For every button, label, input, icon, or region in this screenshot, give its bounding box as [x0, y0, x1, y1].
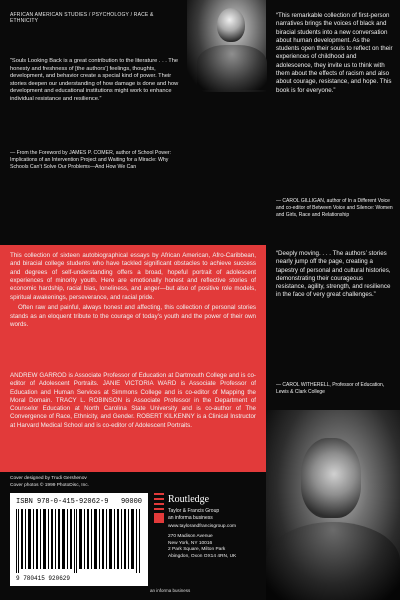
barcode-graphic — [16, 509, 142, 573]
foreword-quote: “Souls Looking Back is a great contribution to the literature . . . The honesty and freshness of [the authors’] feelings, thoughts, development, and behavior create a special kind of power. Their stories deepen our understanding of how damage is done and how development and educational institutions might work to enhance individual resistance and resilience.” — [10, 58, 179, 102]
barcode-box — [10, 493, 148, 586]
publisher-website: www.taylorandfrancisgroup.com — [168, 524, 236, 529]
isbn-number: ISBN 978-0-415-92062-9 — [16, 498, 109, 506]
photo-shoulder-shape — [266, 522, 400, 600]
publisher-name: Routledge — [168, 494, 210, 505]
cover-credits — [10, 476, 180, 489]
photo-head-shape — [217, 8, 245, 42]
gilligan-quote: “This remarkable collection of first-person narratives brings the voices of black and biracial students into a new conversation about human development. As the students open their souls to reflect on their experiences of childhood and adolescence, they invite us to think with them about the effects of racism and also about courage, resistance, and hope. This book is for everyone.” — [276, 12, 393, 94]
routledge-logo-icon — [154, 493, 164, 523]
publisher-group: Taylor & Francis Group — [168, 508, 220, 514]
photo-arm-shape — [197, 45, 267, 90]
photo-face-shape — [301, 438, 361, 518]
editor-bios: ANDREW GARROD is Associate Professor of Education at Dartmouth College and is co-editor of Adolescent Portraits. JANIE VICTORIA WARD is Associate Professor of Education and Human Services at Simmons College and is co-editor of Mapping the Moral Domain. TRACY L. ROBINSON is Associate Professor in the Department of Counselor Education at North Carolina State University and is co-author of The Convergence of Race, Ethnicity, and Gender. ROBERT KILKENNY is a Clinical Instructor at Harvard Medical School and is co-editor of Adolescent Portraits. — [10, 372, 256, 429]
informa-footer: an informa business — [150, 588, 191, 593]
publisher-tagline: an informa business — [168, 514, 213, 521]
foreword-attribution: — From the Foreword by JAMES P. COMER, author of School Power: Implications of an Intervention Project and Waiting for a Miracle: Why Schools Can’t Solve Our Problems—And How We Can — [10, 150, 172, 171]
description-paragraph-2: Often raw and painful, always honest and affecting, this collection of personal stories stands as an eloquent tribute to the courage of today’s youth and the power of their own words. — [10, 304, 256, 328]
gilligan-attribution: — CAROL GILLIGAN, author of In a Different Voice and co-editor of Between Voice and Silence: Women and Girls, Race and Relationship — [276, 198, 393, 218]
address-uk: 2 Park Square, Milton Park Abingdon, Oxon OX14 4RN, UK — [168, 547, 237, 560]
publisher-address — [168, 534, 263, 561]
cover-photo-bottom — [266, 410, 400, 600]
isbn-label — [16, 498, 142, 506]
description-paragraph-1: This collection of sixteen autobiographical essays by African American, Afro-Caribbean, and biracial college students who have tackled significant obstacles to achieve success and degrees of self-understanding offers a broad, hopeful portrait of adolescent experiences of minority youth. Here are emotionally honest and reflective stories of economic hardship, racial bias, loneliness, and anger—but also of positive role models, spiritual awakenings, perseverance, and racial pride. — [10, 252, 256, 301]
book-description — [10, 252, 256, 331]
credit-design: Cover designed by Trudi Gershenov — [10, 476, 87, 481]
cover-photo-top — [187, 0, 267, 92]
subject-categories: AFRICAN AMERICAN STUDIES / PSYCHOLOGY / RACE & ETHNICITY — [10, 12, 154, 24]
witherell-attribution: — CAROL WITHERELL, Professor of Education, Lewis & Clark College — [276, 382, 385, 395]
witherell-quote: “Deeply moving. . . . The authors’ stories nearly jump off the page, creating a tapestry of personal and cultural histories, demonstrating their courageous resistance, agility, strength, and resilience in the face of very great challenges.” — [276, 250, 391, 299]
address-us: 270 Madison Avenue New York, NY 10016 — [168, 534, 213, 546]
barcode-digits: 9 780415 920629 — [16, 575, 71, 582]
publisher-subtitle — [168, 508, 263, 522]
credit-photos: Cover photos © 1999 PhotoDisc, Inc. — [10, 482, 89, 488]
price-code: 90000 — [120, 498, 142, 506]
